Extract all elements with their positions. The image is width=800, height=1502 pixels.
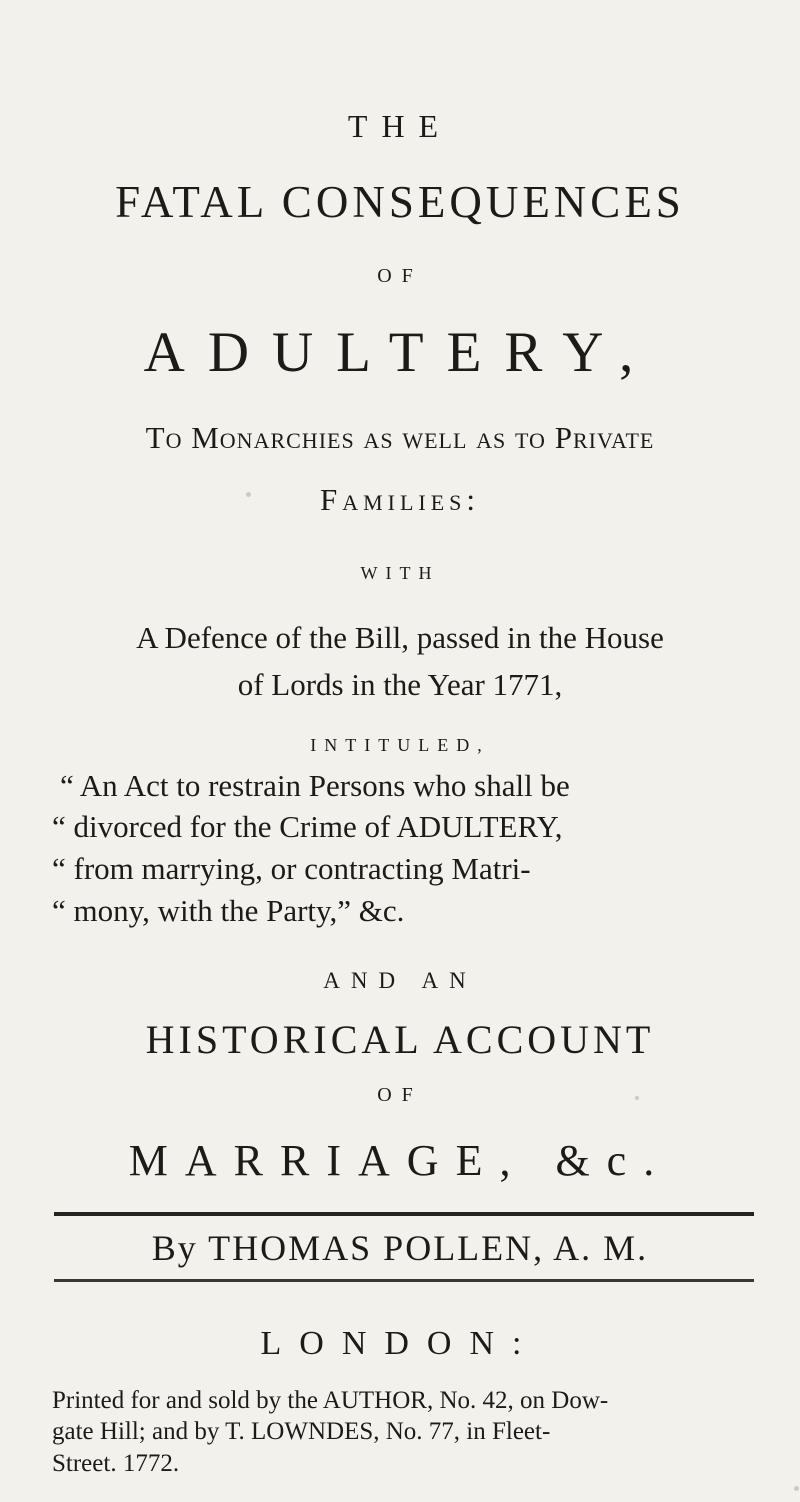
paper-spot xyxy=(246,492,251,497)
paper-spot xyxy=(794,1486,799,1491)
subject-title: ADULTERY, xyxy=(143,321,657,384)
historical-account-title: HISTORICAL ACCOUNT xyxy=(145,1017,655,1062)
paper-spot xyxy=(635,1096,639,1100)
imprint-line-1: Printed for and sold by the AUTHOR, No. 42, on Dow- xyxy=(52,1387,609,1414)
defence-line-2: of Lords in the Year 1771, xyxy=(237,667,563,702)
quote-line-3: “ from marrying, or contracting Matri- xyxy=(52,851,531,886)
intituled-text: INTITULED, xyxy=(310,735,490,755)
of-text: OF xyxy=(377,265,423,287)
heading-the: THE xyxy=(347,108,453,144)
and-an-text: AND AN xyxy=(323,968,477,993)
defence-line-1: A Defence of the Bill, passed in the House xyxy=(136,620,664,655)
with-text: WITH xyxy=(360,563,440,583)
main-title: FATAL CONSEQUENCES xyxy=(115,177,685,227)
marriage-title: MARRIAGE, &c. xyxy=(128,1136,672,1185)
quote-line-4: “ mony, with the Party,” &c. xyxy=(52,893,405,928)
second-of-text: OF xyxy=(377,1084,423,1106)
author-line: By THOMAS POLLEN, A. M. xyxy=(151,1228,649,1268)
author-bottom-rule xyxy=(54,1279,754,1282)
imprint-line-2: gate Hill; and by T. LOWNDES, No. 77, in Fleet- xyxy=(52,1418,551,1445)
quote-line-2: “ divorced for the Crime of ADULTERY, xyxy=(52,809,563,844)
subtitle-line-2: Families: xyxy=(319,482,481,517)
imprint-line-3: Street. 1772. xyxy=(52,1450,180,1477)
city-heading: LONDON: xyxy=(260,1325,540,1362)
author-top-rule xyxy=(54,1212,754,1216)
quote-line-1: “ An Act to restrain Persons who shall be xyxy=(60,768,570,803)
subtitle-line-1: To Monarchies as well as to Private xyxy=(145,420,655,455)
